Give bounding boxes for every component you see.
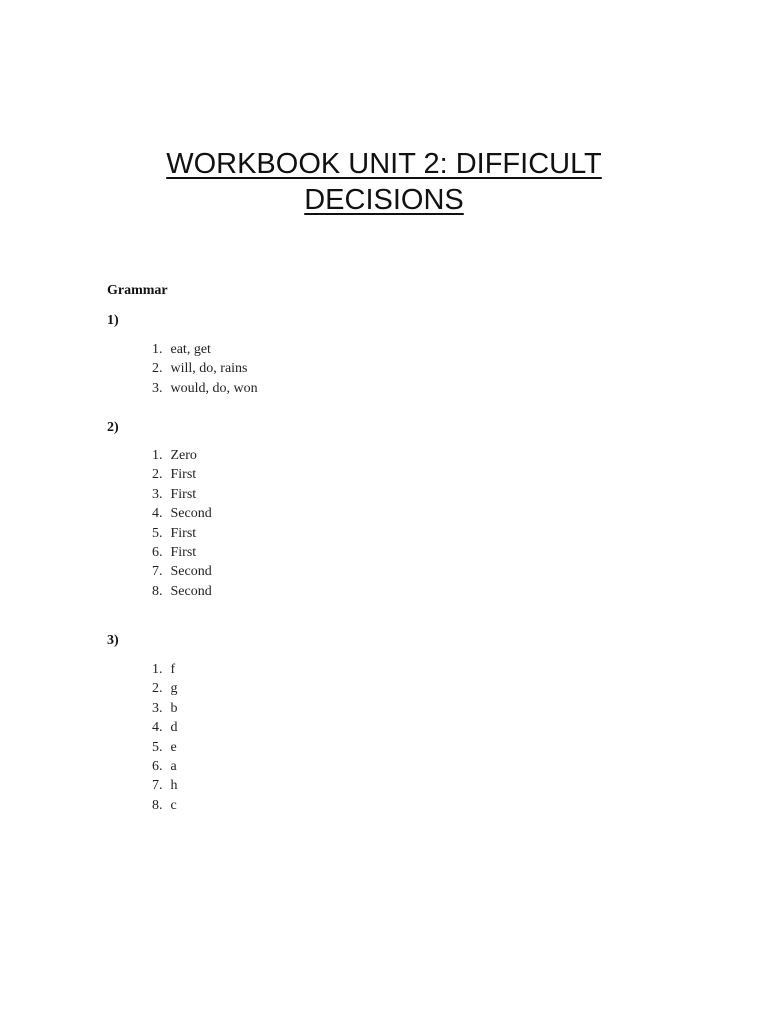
- list-item: [152, 485, 212, 504]
- list-item: [152, 340, 258, 359]
- answer-list-2: [152, 446, 212, 601]
- item-number: 5.: [152, 739, 163, 755]
- exercise-label-3: 3): [107, 633, 119, 648]
- item-number: 1.: [152, 342, 163, 357]
- item-number: 5.: [152, 525, 163, 541]
- item-answer: e: [170, 739, 177, 755]
- list-item: [152, 738, 178, 757]
- item-number: 6.: [152, 759, 163, 775]
- item-answer: would, do, won: [170, 380, 258, 396]
- item-answer: Second: [170, 564, 212, 580]
- item-answer: Zero: [170, 448, 197, 463]
- list-item: [152, 796, 178, 815]
- exercise-label-1: 1): [107, 313, 119, 328]
- exercise-label-2: 2): [107, 420, 119, 435]
- list-item: [152, 543, 212, 562]
- list-item: [152, 465, 212, 484]
- item-answer: First: [170, 525, 197, 541]
- item-answer: g: [170, 681, 178, 697]
- list-item: [152, 776, 178, 795]
- title-line-1: WORKBOOK UNIT 2: DIFFICULT: [166, 148, 602, 180]
- item-number: 4.: [152, 720, 163, 736]
- list-item: [152, 679, 178, 698]
- item-number: 7.: [152, 778, 163, 794]
- item-number: 2.: [152, 681, 163, 697]
- list-item: [152, 379, 258, 398]
- list-item: [152, 757, 178, 776]
- item-number: 3.: [152, 700, 163, 716]
- item-number: 1.: [152, 448, 163, 463]
- item-answer: c: [170, 797, 177, 813]
- list-item: [152, 582, 212, 601]
- item-answer: f: [170, 662, 176, 677]
- item-answer: eat, get: [170, 342, 211, 357]
- item-answer: First: [170, 486, 197, 502]
- list-item: [152, 699, 178, 718]
- item-answer: a: [170, 759, 177, 775]
- item-answer: will, do, rains: [170, 361, 248, 377]
- item-answer: First: [170, 467, 197, 483]
- item-number: 6.: [152, 545, 163, 561]
- title-line-2: DECISIONS: [304, 184, 464, 216]
- item-number: 7.: [152, 564, 163, 580]
- list-item: [152, 504, 212, 523]
- item-number: 1.: [152, 662, 163, 677]
- list-item: [152, 562, 212, 581]
- item-answer: First: [170, 545, 197, 561]
- item-number: 3.: [152, 380, 163, 396]
- item-answer: b: [170, 700, 178, 716]
- list-item: [152, 660, 178, 679]
- list-item: [152, 446, 212, 465]
- list-item: [152, 524, 212, 543]
- list-item: [152, 718, 178, 737]
- list-item: [152, 359, 258, 378]
- answer-list-3: [152, 660, 178, 815]
- item-number: 3.: [152, 486, 163, 502]
- answer-list-1: [152, 340, 258, 398]
- item-number: 8.: [152, 797, 163, 813]
- item-number: 2.: [152, 361, 163, 377]
- document-title: [0, 146, 768, 218]
- item-answer: Second: [170, 583, 212, 599]
- item-answer: d: [170, 720, 178, 736]
- item-number: 8.: [152, 583, 163, 599]
- item-number: 4.: [152, 506, 163, 522]
- item-number: 2.: [152, 467, 163, 483]
- item-answer: Second: [170, 506, 212, 522]
- item-answer: h: [170, 778, 178, 794]
- section-heading-grammar: Grammar: [107, 283, 168, 298]
